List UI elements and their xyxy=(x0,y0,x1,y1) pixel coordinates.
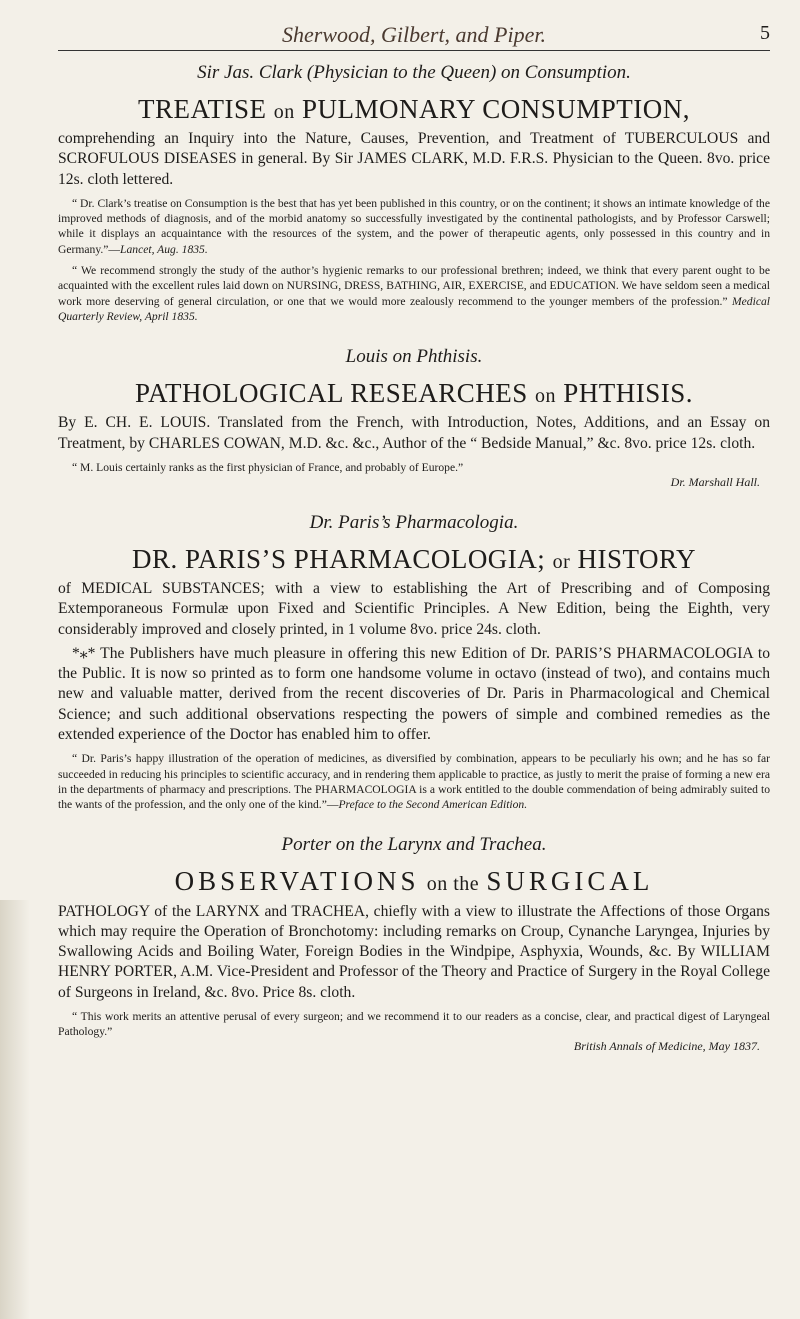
book-description: PATHOLOGY of the LARYNX and TRACHEA, chiefly with a view to illustrate the Affections of those Organs which may require the Operation of Bronchotomy: including remarks on Croup, Cynanche Laryngea, Injuries by Swallowing Acids and Boiling Water, Foreign Bodies in the Windpipe, Asphyxia, Wounds, &c. By WILLIAM HENRY PORTER, A.M. Vice-President and Professor of the Theory and Practice of Surgery in the Royal College of Surgeons in Ireland, &c. 8vo. Price 8s. cloth. xyxy=(58,902,770,1001)
book-title xyxy=(58,866,770,897)
review-quote: “ M. Louis certainly ranks as the first physician of France, and probably of Europe.” xyxy=(72,460,464,474)
book-title xyxy=(58,94,770,125)
review-quote xyxy=(58,196,770,257)
quote-text: “ Dr. Clark’s treatise on Consumption is the best that has yet been published in this country, or on the continent; it shows an intimate knowledge of the improved methods of diagnosis, and of the morbid anatomy so successfully investigated by the continental pathologists, and by Professor Carswell; while it displays an acquaintance with the resources of the system, and the power of therapeutic agents, only possessed in this country and in Germany.”— xyxy=(58,196,770,256)
title-part-a: TREATISE xyxy=(137,94,267,124)
quote-source: Dr. Marshall Hall. xyxy=(670,475,760,490)
book-description: of MEDICAL SUBSTANCES; with a view to establishing the Art of Prescribing and of Composing Extemporaneous Formulæ upon Fixed and Scientific Principles. A New Edition, being the Eighth, very considerably improved and closely printed, in 1 volume 8vo. price 24s. cloth. xyxy=(58,580,770,638)
advert-paris-pharmacologia xyxy=(58,512,770,812)
title-connector: on the xyxy=(426,873,480,896)
title-part-b: PHTHISIS. xyxy=(563,378,694,409)
section-heading: Louis on Phthisis. xyxy=(345,346,483,368)
running-head xyxy=(58,20,770,51)
section-heading: Sir Jas. Clark (Physician to the Queen) on Consumption. xyxy=(197,62,631,83)
title-connector: on xyxy=(273,101,295,123)
page-edge-shadow xyxy=(0,900,30,1319)
publishers-notice: *⁎* The Publishers have much pleasure in offering this new Edition of Dr. PARIS’S PHARMACOLOGIA to the Public. It is now so printed as to form one handsome volume in octavo (instead of two), and contains much new and valuable matter, derived from the recent discoveries of Dr. Paris in Pharmacological and Chemical Science; and such additional observations respecting the powers of simple and combined remedies as the extended experience of the Doctor has enabled him to offer. xyxy=(58,644,770,743)
quote-source: Lancet, Aug. 1835. xyxy=(120,242,208,256)
title-part-a: DR. PARIS’S PHARMACOLOGIA; xyxy=(131,544,546,575)
section-heading: Dr. Paris’s Pharmacologia. xyxy=(309,512,519,534)
quote-source: Medical Quarterly Review, April 1835. xyxy=(58,294,770,323)
book-description: comprehending an Inquiry into the Nature, Causes, Prevention, and Treatment of TUBERCULOUS and SCROFULOUS DISEASES in general. By Sir JAMES CLARK, M.D. F.R.S. Physician to the Queen. 8vo. price 12s. cloth lettered. xyxy=(58,130,770,188)
advert-porter-larynx xyxy=(58,834,770,1054)
title-connector: or xyxy=(552,551,571,574)
quote-source: British Annals of Medicine, May 1837. xyxy=(573,1039,760,1054)
title-part-b: PULMONARY CONSUMPTION, xyxy=(301,94,691,124)
advert-louis-phthisis xyxy=(58,346,770,490)
title-part-b: HISTORY xyxy=(577,544,697,575)
quote-source: Preface to the Second American Edition. xyxy=(338,798,528,812)
review-quote: “ This work merits an attentive perusal of every surgeon; and we recommend it to our readers as a concise, clear, and practical digest of Laryngeal Pathology.” xyxy=(58,1009,770,1039)
book-description: By E. CH. E. LOUIS. Translated from the French, with Introduction, Notes, Additions, and an Essay on Treatment, by CHARLES COWAN, M.D. &c. &c., Author of the “ Bedside Manual,” &c. 8vo. price 12s. cloth. xyxy=(58,414,770,452)
review-quote xyxy=(58,751,770,812)
quote-text: “ Dr. Paris’s happy illustration of the operation of medicines, as diversified by combination, appears to be peculiarly his own; and he has so far succeeded in reducing his principles to scientific accuracy, and in rendering them applicable to practice, as justly to merit the praise of forming a new era in the departments of pharmacy and prescriptions. The PHARMACOLOGIA is a work entitled to the double commendation of being admirably suited to the wants of the profession, and the only one of the kind.”— xyxy=(58,752,770,812)
advert-list xyxy=(58,62,770,1076)
quote-text: “ We recommend strongly the study of the author’s hygienic remarks to our professional brethren; indeed, we think that every parent ought to be acquainted with the excellent rules laid down on NURSING, DRESS, BATHING, AIR, EXERCISE, and EDUCATION. We have seldom seen a medical work more deserving of general circulation, or one that we would more zealously recommend to the younger members of the profession.” xyxy=(58,264,770,308)
title-connector: on xyxy=(535,385,556,408)
advert-clark-consumption xyxy=(58,62,770,324)
book-title xyxy=(58,378,770,409)
title-part-a: OBSERVATIONS xyxy=(174,866,420,897)
title-part-b: SURGICAL xyxy=(486,866,654,897)
section-heading: Porter on the Larynx and Trachea. xyxy=(281,834,547,856)
page-number: 5 xyxy=(760,22,770,44)
title-part-a: PATHOLOGICAL RESEARCHES xyxy=(134,378,528,409)
book-title xyxy=(58,544,770,575)
review-quote xyxy=(58,263,770,324)
running-title: Sherwood, Gilbert, and Piper. xyxy=(282,22,546,47)
